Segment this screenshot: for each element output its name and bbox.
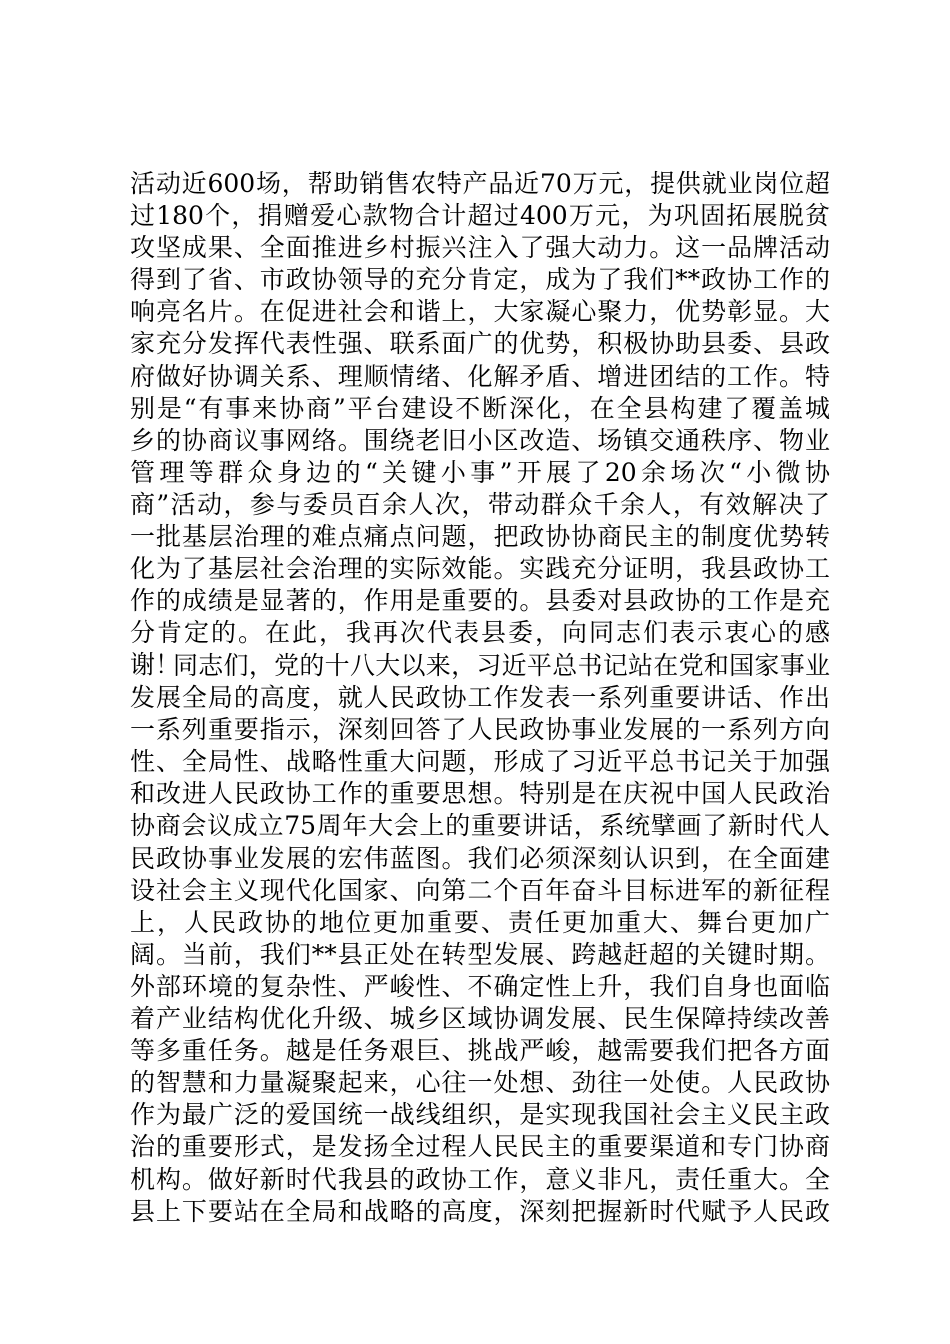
text-line: 得到了省、市政协领导的充分肯定，成为了我们**政协工作的	[130, 265, 830, 295]
text-line: 协商会议成立75周年大会上的重要讲话，系统擘画了新时代人	[130, 811, 830, 841]
text-line: 活动近600场，帮助销售农特产品近70万元，提供就业岗位超	[130, 169, 830, 198]
paragraph-guidance	[130, 650, 830, 1228]
text-line: 机构。做好新时代我县的政协工作，意义非凡，责任重大。全	[130, 1164, 830, 1194]
text-line: 设社会主义现代化国家、向第二个百年奋斗目标进军的新征程	[130, 875, 830, 905]
text-line: 管理等群众身边的“关键小事”开展了20余场次“小微协	[130, 457, 830, 487]
text-line: 化为了基层社会治理的实际效能。实践充分证明，我县政协工	[130, 554, 830, 584]
text-line: 和改进人民政协工作的重要思想。特别是在庆祝中国人民政治	[130, 779, 830, 809]
text-line: 乡的协商议事网络。围绕老旧小区改造、场镇交通秩序、物业	[130, 425, 830, 455]
text-line: 一系列重要指示，深刻回答了人民政协事业发展的一系列方向	[130, 715, 830, 745]
text-line: 性、全局性、战略性重大问题，形成了习近平总书记关于加强	[130, 747, 830, 777]
text-line: 着产业结构优化升级、城乡区域协调发展、民生保障持续改善	[130, 1004, 830, 1034]
text-line: 作的成绩是显著的，作用是重要的。县委对县政协的工作是充	[130, 586, 830, 616]
text-line: 治的重要形式，是发扬全过程人民民主的重要渠道和专门协商	[130, 1132, 830, 1162]
text-line: 别是“有事来协商”平台建设不断深化，在全县构建了覆盖城	[130, 393, 830, 423]
text-line: 分肯定的。在此，我再次代表县委，向同志们表示衷心的感	[130, 618, 830, 648]
paragraph-achievements	[130, 168, 830, 682]
text-line: 过180个，捐赠爱心款物合计超过400万元，为巩固拓展脱贫	[130, 201, 830, 231]
text-line: 作为最广泛的爱国统一战线组织，是实现我国社会主义民主政	[130, 1100, 830, 1130]
text-line: 上，人民政协的地位更加重要、责任更加重大、舞台更加广	[130, 907, 830, 937]
text-line: 同志们，党的十八大以来，习近平总书记站在党和国家事业	[173, 651, 830, 680]
text-line: 谢！	[130, 650, 181, 680]
text-line: 外部环境的复杂性、严峻性、不确定性上升，我们自身也面临	[130, 971, 830, 1001]
text-line: 发展全局的高度，就人民政协工作发表一系列重要讲话、作出	[130, 683, 830, 713]
text-line: 县上下要站在全局和战略的高度，深刻把握新时代赋予人民政	[130, 1196, 830, 1226]
text-line: 攻坚成果、全面推进乡村振兴注入了强大动力。这一品牌活动	[130, 233, 830, 263]
text-line: 阔。当前，我们**县正处在转型发展、跨越赶超的关键时期。	[130, 939, 830, 969]
text-line: 家充分发挥代表性强、联系面广的优势，积极协助县委、县政	[130, 329, 830, 359]
text-line: 的智慧和力量凝聚起来，心往一处想、劲往一处使。人民政协	[130, 1068, 830, 1098]
text-line: 民政协事业发展的宏伟蓝图。我们必须深刻认识到，在全面建	[130, 843, 830, 873]
text-line: 等多重任务。越是任务艰巨、挑战严峻，越需要我们把各方面	[130, 1036, 830, 1066]
text-line: 响亮名片。在促进社会和谐上，大家凝心聚力，优势彰显。大	[130, 297, 830, 327]
text-line: 府做好协调关系、理顺情绪、化解矛盾、增进团结的工作。特	[130, 361, 830, 391]
text-line: 商”活动，参与委员百余人次，带动群众千余人，有效解决了	[130, 489, 830, 519]
text-line: 一批基层治理的难点痛点问题，把政协协商民主的制度优势转	[130, 522, 830, 552]
